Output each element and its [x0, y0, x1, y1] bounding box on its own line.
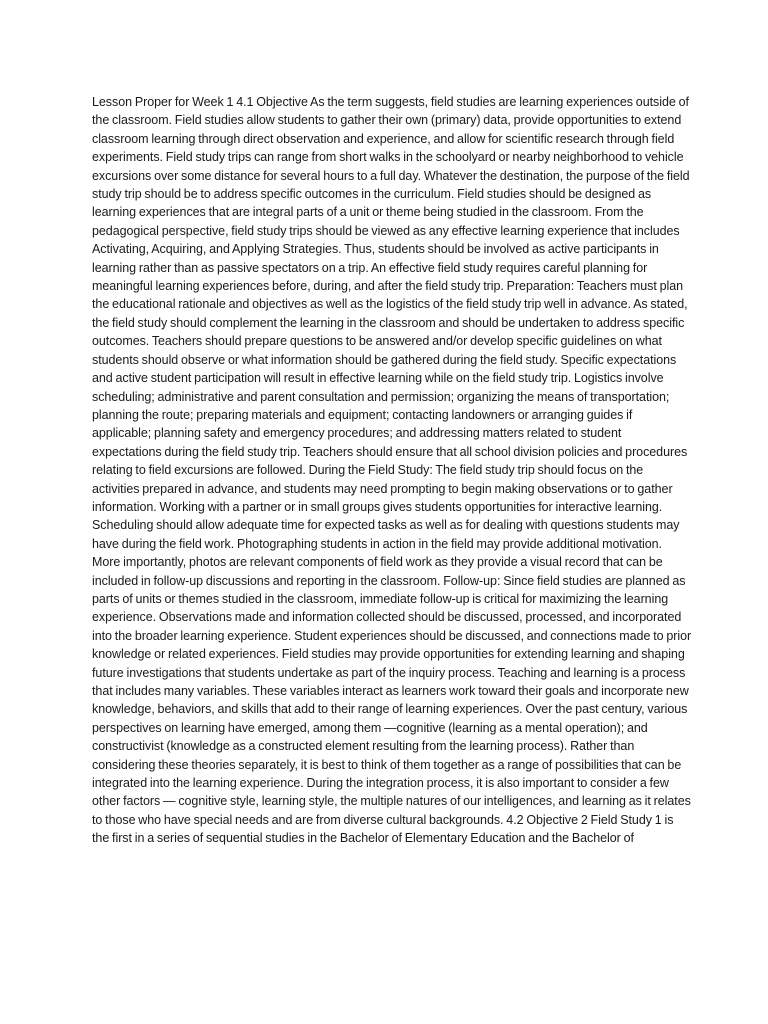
lesson-body-text: Lesson Proper for Week 1 4.1 Objective As the term suggests, field studies are learning experiences outside of the classroom. Field studies allow students to gather their own (primary) data, provide opportunities to extend classroom learning through direct observation and experience, and allow for scientific research through field experiments. Field study trips can range from short walks in the schoolyard or nearby neighborhood to vehicle excursions over some distance for several hours to a full day. Whatever the destination, the purpose of the field study trip should be to address specific outcomes in the curriculum. Field studies should be designed as learning experiences that are integral parts of a unit or theme being studied in the classroom. From the pedagogical perspective, field study trips should be viewed as any effective learning experience that includes Activating, Acquiring, and Applying Strategies. Thus, students should be involved as active participants in learning rather than as passive spectators on a trip. An effective field study requires careful planning for meaningful learning experiences before, during, and after the field study trip. Preparation: Teachers must plan the educational rationale and objectives as well as the logistics of the field study trip well in advance. As stated, the field study should complement the learning in the classroom and should be undertaken to address specific outcomes. Teachers should prepare questions to be answered and/or develop specific guidelines on what students should observe or what information should be gathered during the field study. Specific expectations and active student participation will result in effective learning while on the field study trip. Logistics involve scheduling; administrative and parent consultation and permission; organizing the means of transportation; planning the route; preparing materials and equipment; contacting landowners or arranging guides if applicable; planning safety and emergency procedures; and addressing matters related to student expectations during the field study trip. Teachers should ensure that all school division policies and procedures relating to field excursions are followed. During the Field Study: The field study trip should focus on the activities prepared in advance, and students may need prompting to begin making observations or to gather information. Working with a partner or in small groups gives students opportunities for interactive learning. Scheduling should allow adequate time for expected tasks as well as for dealing with questions students may have during the field work. Photographing students in action in the field may provide additional motivation. More importantly, photos are relevant components of field work as they provide a visual record that can be included in follow-up discussions and reporting in the classroom. Follow-up: Since field studies are planned as parts of units or themes studied in the classroom, immediate follow-up is critical for maximizing the learning experience. Observations made and information collected should be discussed, processed, and incorporated into the broader learning experience. Student experiences should be discussed, and connections made to prior knowledge or related experiences. Field studies may provide opportunities for extending learning and shaping future investigations that students undertake as part of the inquiry process. Teaching and learning is a process that includes many variables. These variables interact as learners work toward their goals and incorporate new knowledge, behaviors, and skills that add to their range of learning experiences. Over the past century, various perspectives on learning have emerged, among them —cognitive (learning as a mental operation); and constructivist (knowledge as a constructed element resulting from the learning process). Rather than considering these theories separately, it is best to think of them together as a range of possibilities that can be integrated into the learning experience. During the integration process, it is also important to consider a few other factors — cognitive style, learning style, the multiple natures of our intelligences, and learning as it relates to those who have special needs and are from diverse cultural backgrounds. 4.2 Objective 2 Field Study 1 is the first in a series of sequential studies in the Bachelor of Elementary Education and the Bachelor of [92, 95, 692, 846]
